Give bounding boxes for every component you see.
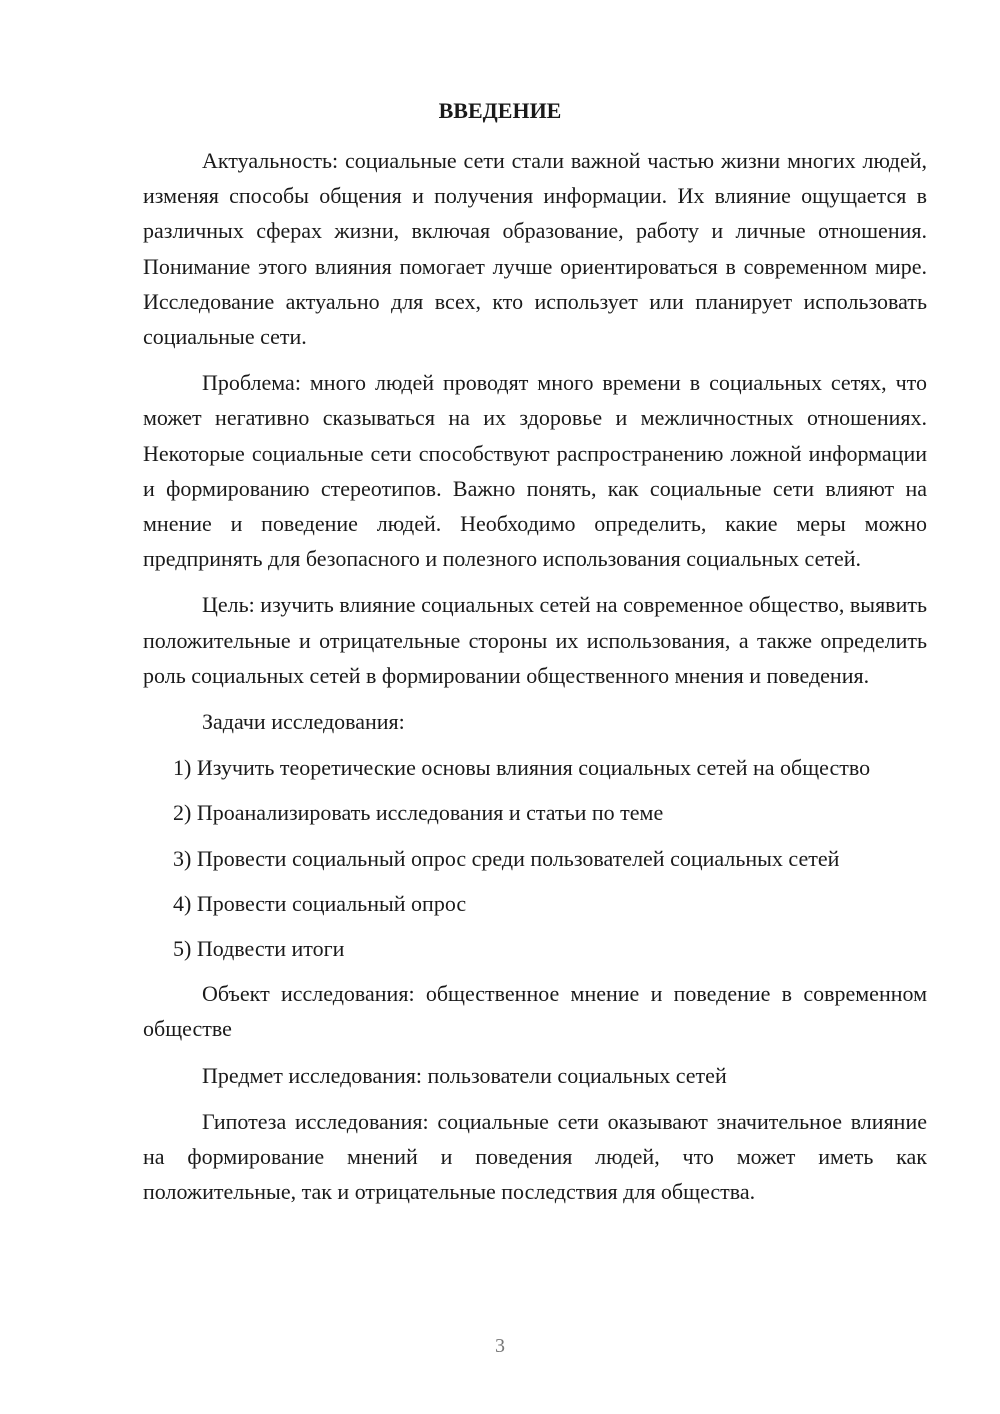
paragraph-object: Объект исследования: общественное мнение и поведение в современном обществе (143, 981, 927, 1042)
list-item: 3) Провести социальный опрос среди пользователей социальных сетей (173, 845, 840, 871)
list-item: 1) Изучить теоретические основы влияния социальных сетей на общество (173, 755, 871, 781)
paragraph-relevance: Актуальность: социальные сети стали важной частью жизни многих людей, изменяя способы общения и получения информации. Их влияние ощущается в различных сферах жизни, включая образование, работу и личные отношения. Понимание этого влияния помогает лучше ориентироваться в современном мире. Исследование актуально для всех, кто использует или планирует использовать социальные сети. (143, 148, 927, 350)
paragraph-tasks-heading: Задачи исследования: (202, 709, 405, 735)
list-item: 5) Подвести итоги (173, 936, 345, 962)
page-number: 3 (495, 1335, 505, 1357)
paragraph-goal: Цель: изучить влияние социальных сетей на современное общество, выявить положительные и отрицательные стороны их использования, а также определить роль социальных сетей в формировании общественного мнения и поведения. (143, 592, 927, 688)
paragraph-subject: Предмет исследования: пользователи социальных сетей (202, 1062, 727, 1088)
paragraph-hypothesis: Гипотеза исследования: социальные сети оказывают значительное влияние на формирование мнений и поведения людей, что может иметь как положительные, так и отрицательные последствия для общества. (143, 1108, 927, 1205)
list-item: 4) Провести социальный опрос (173, 890, 467, 916)
document-body (143, 143, 927, 1220)
page-title: ВВЕДЕНИЕ (438, 98, 562, 123)
tasks-list (143, 750, 927, 966)
paragraph-problem: Проблема: много людей проводят много времени в социальных сетях, что может негативно сказываться на их здоровье и межличностных отношениях. Некоторые социальные сети способствуют распространению ложной информации и формированию стереотипов. Важно понять, как социальные сети влияют на мнение и поведение людей. Необходимо определить, какие меры можно предпринять для безопасного и полезного использования социальных сетей. (143, 370, 927, 572)
list-item: 2) Проанализировать исследования и статьи по теме (173, 800, 664, 826)
